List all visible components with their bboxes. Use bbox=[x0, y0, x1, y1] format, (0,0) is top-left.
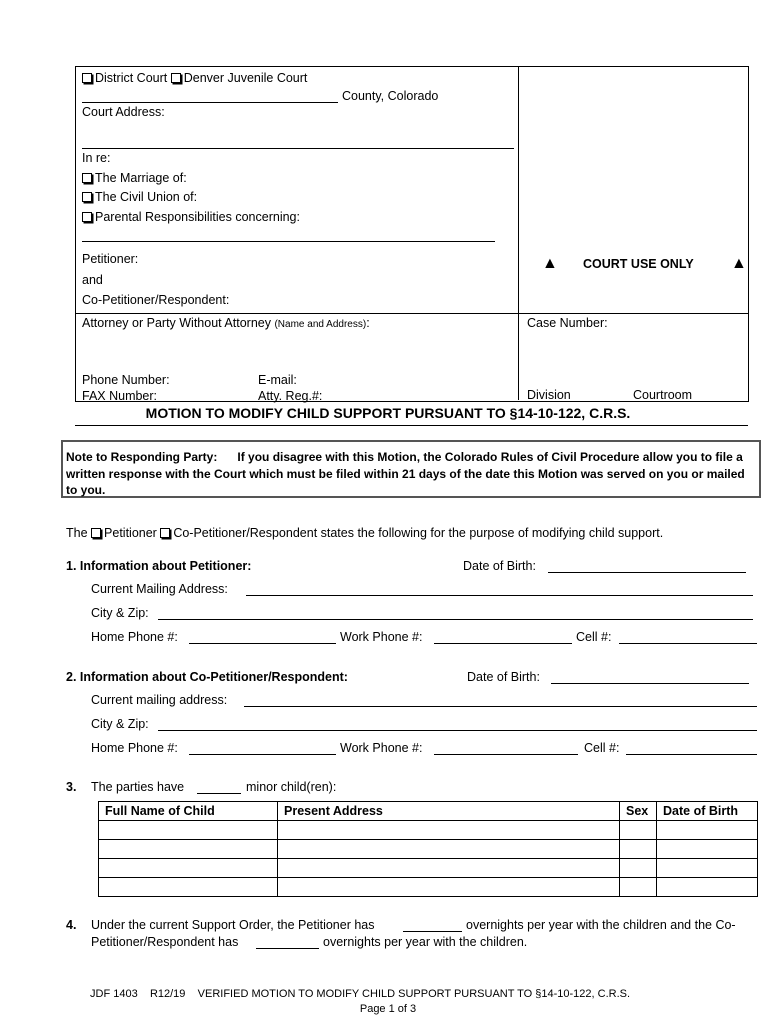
county-label: County, Colorado bbox=[342, 89, 439, 103]
section2-work-label: Work Phone #: bbox=[340, 741, 423, 755]
table-cell[interactable] bbox=[278, 878, 620, 897]
district-court-label: District Court bbox=[95, 71, 168, 85]
denver-juvenile-checkbox[interactable] bbox=[171, 73, 181, 83]
section1-work-field[interactable] bbox=[434, 643, 572, 644]
court-address-label: Court Address: bbox=[82, 105, 165, 119]
table-cell[interactable] bbox=[657, 821, 758, 840]
section4-line1b: overnights per year with the children and the Co- bbox=[466, 918, 736, 932]
title-underline bbox=[75, 425, 748, 426]
table-cell[interactable] bbox=[99, 840, 278, 859]
table-row bbox=[99, 878, 758, 897]
district-court-checkbox[interactable] bbox=[82, 73, 92, 83]
footer-page: Page 1 of 3 bbox=[359, 1003, 417, 1015]
section4-petitioner-overnights-field[interactable] bbox=[403, 931, 462, 932]
section2-dob-field[interactable] bbox=[551, 683, 749, 684]
column-present-address: Present Address bbox=[278, 802, 620, 821]
intro-line bbox=[66, 526, 663, 540]
case-number-label: Case Number: bbox=[527, 316, 608, 330]
table-row bbox=[99, 821, 758, 840]
children-table-header bbox=[99, 802, 758, 821]
petitioner-label: Petitioner: bbox=[82, 252, 139, 266]
in-re-marriage bbox=[82, 171, 187, 185]
courtroom-label: Courtroom bbox=[633, 388, 693, 402]
footer-form-title: VERIFIED MOTION TO MODIFY CHILD SUPPORT PURSUANT TO §14-10-122, C.R.S. bbox=[197, 988, 631, 1000]
section3-text-after: minor child(ren): bbox=[246, 780, 337, 794]
atty-reg-label: Atty. Reg.#: bbox=[258, 389, 323, 403]
section1-cell-field[interactable] bbox=[619, 643, 757, 644]
attorney-note: (Name and Address) bbox=[274, 319, 367, 330]
section3-number: 3. bbox=[66, 780, 77, 794]
section1-mailing-label: Current Mailing Address: bbox=[91, 582, 228, 596]
section1-cell-label: Cell #: bbox=[576, 630, 612, 644]
intro-petitioner-label: Petitioner bbox=[104, 526, 157, 540]
note-text: If you disagree with this Motion, the Colorado Rules of Civil Procedure allow you to file a written response with the Court which must be filed within 21 days of the date this Motion was served on you or mailed to you. bbox=[66, 450, 745, 497]
section2-heading: 2. Information about Co-Petitioner/Respondent: bbox=[66, 670, 348, 684]
parties-line[interactable] bbox=[82, 241, 495, 242]
section1-mailing-field[interactable] bbox=[246, 595, 753, 596]
phone-label: Phone Number: bbox=[82, 373, 170, 387]
caption-divider-attorney bbox=[75, 313, 748, 314]
section1-home-label: Home Phone #: bbox=[91, 630, 178, 644]
attorney-colon: : bbox=[366, 316, 370, 330]
email-label: E-mail: bbox=[258, 373, 297, 387]
section2-dob-label: Date of Birth: bbox=[467, 670, 540, 684]
parental-checkbox[interactable] bbox=[82, 212, 92, 222]
column-sex: Sex bbox=[620, 802, 657, 821]
section3-text-before: The parties have bbox=[91, 780, 185, 794]
section2-mailing-label: Current mailing address: bbox=[91, 693, 228, 707]
table-cell[interactable] bbox=[99, 859, 278, 878]
attorney-heading bbox=[82, 316, 370, 330]
table-row bbox=[99, 840, 758, 859]
marriage-label: The Marriage of: bbox=[95, 171, 187, 185]
section2-home-label: Home Phone #: bbox=[91, 741, 178, 755]
table-cell[interactable] bbox=[278, 840, 620, 859]
section1-city-field[interactable] bbox=[158, 619, 753, 620]
civil-union-checkbox[interactable] bbox=[82, 192, 92, 202]
column-date-of-birth: Date of Birth bbox=[657, 802, 758, 821]
triangle-left-icon: ▲ bbox=[542, 255, 558, 272]
table-cell[interactable] bbox=[620, 821, 657, 840]
table-cell[interactable] bbox=[657, 840, 758, 859]
parental-label: Parental Responsibilities concerning: bbox=[95, 210, 300, 224]
intro-petitioner-checkbox[interactable] bbox=[91, 528, 101, 538]
footer-line bbox=[90, 988, 630, 1000]
note-box bbox=[61, 440, 761, 498]
in-re-parental bbox=[82, 210, 300, 224]
intro-co-petitioner-checkbox[interactable] bbox=[160, 528, 170, 538]
denver-juvenile-label: Denver Juvenile Court bbox=[183, 71, 308, 85]
footer-revision: R12/19 bbox=[149, 988, 186, 1000]
section2-cell-label: Cell #: bbox=[584, 741, 620, 755]
table-cell[interactable] bbox=[99, 878, 278, 897]
table-cell[interactable] bbox=[278, 821, 620, 840]
court-options bbox=[82, 71, 307, 85]
fax-label: FAX Number: bbox=[82, 389, 158, 403]
table-cell[interactable] bbox=[620, 878, 657, 897]
caption-divider-vertical bbox=[518, 66, 519, 400]
co-petitioner-label: Co-Petitioner/Respondent: bbox=[82, 293, 230, 307]
section1-dob-label: Date of Birth: bbox=[463, 559, 536, 573]
section2-cell-field[interactable] bbox=[626, 754, 757, 755]
section2-city-field[interactable] bbox=[158, 730, 757, 731]
note-label: Note to Responding Party: bbox=[66, 450, 218, 464]
and-label: and bbox=[82, 273, 103, 287]
table-cell[interactable] bbox=[657, 859, 758, 878]
table-cell[interactable] bbox=[620, 840, 657, 859]
table-row bbox=[99, 859, 758, 878]
court-address-line[interactable] bbox=[82, 148, 514, 149]
children-table bbox=[98, 801, 758, 897]
marriage-checkbox[interactable] bbox=[82, 173, 92, 183]
column-full-name: Full Name of Child bbox=[99, 802, 278, 821]
table-cell[interactable] bbox=[99, 821, 278, 840]
civil-union-label: The Civil Union of: bbox=[95, 190, 198, 204]
section1-city-label: City & Zip: bbox=[91, 606, 149, 620]
section2-home-field[interactable] bbox=[189, 754, 336, 755]
section4-line2a: Petitioner/Respondent has bbox=[91, 935, 239, 949]
section1-dob-field[interactable] bbox=[548, 572, 746, 573]
section2-city-label: City & Zip: bbox=[91, 717, 149, 731]
caption-box bbox=[75, 66, 749, 402]
document-title: MOTION TO MODIFY CHILD SUPPORT PURSUANT TO §14-10-122, C.R.S. bbox=[145, 405, 631, 421]
county-line[interactable] bbox=[82, 102, 338, 103]
table-cell[interactable] bbox=[657, 878, 758, 897]
section1-work-label: Work Phone #: bbox=[340, 630, 423, 644]
section4-line2b: overnights per year with the children. bbox=[323, 935, 528, 949]
division-label: Division bbox=[527, 388, 571, 402]
table-cell[interactable] bbox=[278, 859, 620, 878]
section4-number: 4. bbox=[66, 918, 77, 932]
section3-count-field[interactable] bbox=[197, 793, 241, 794]
section1-heading: 1. Information about Petitioner: bbox=[66, 559, 252, 573]
section4-co-petitioner-overnights-field[interactable] bbox=[256, 948, 319, 949]
footer-form-id: JDF 1403 bbox=[90, 988, 138, 1000]
court-use-only: COURT USE ONLY bbox=[583, 257, 694, 271]
table-cell[interactable] bbox=[620, 859, 657, 878]
in-re-civil-union bbox=[82, 190, 197, 204]
attorney-label: Attorney or Party Without Attorney bbox=[82, 316, 271, 330]
section2-work-field[interactable] bbox=[434, 754, 578, 755]
intro-the: The bbox=[66, 526, 88, 540]
section1-home-field[interactable] bbox=[189, 643, 336, 644]
in-re-label: In re: bbox=[82, 151, 111, 165]
triangle-right-icon: ▲ bbox=[731, 255, 747, 272]
intro-co-petitioner-label: Co-Petitioner/Respondent states the following for the purpose of modifying child support. bbox=[173, 526, 664, 540]
section2-mailing-field[interactable] bbox=[244, 706, 757, 707]
section4-line1a: Under the current Support Order, the Petitioner has bbox=[91, 918, 375, 932]
